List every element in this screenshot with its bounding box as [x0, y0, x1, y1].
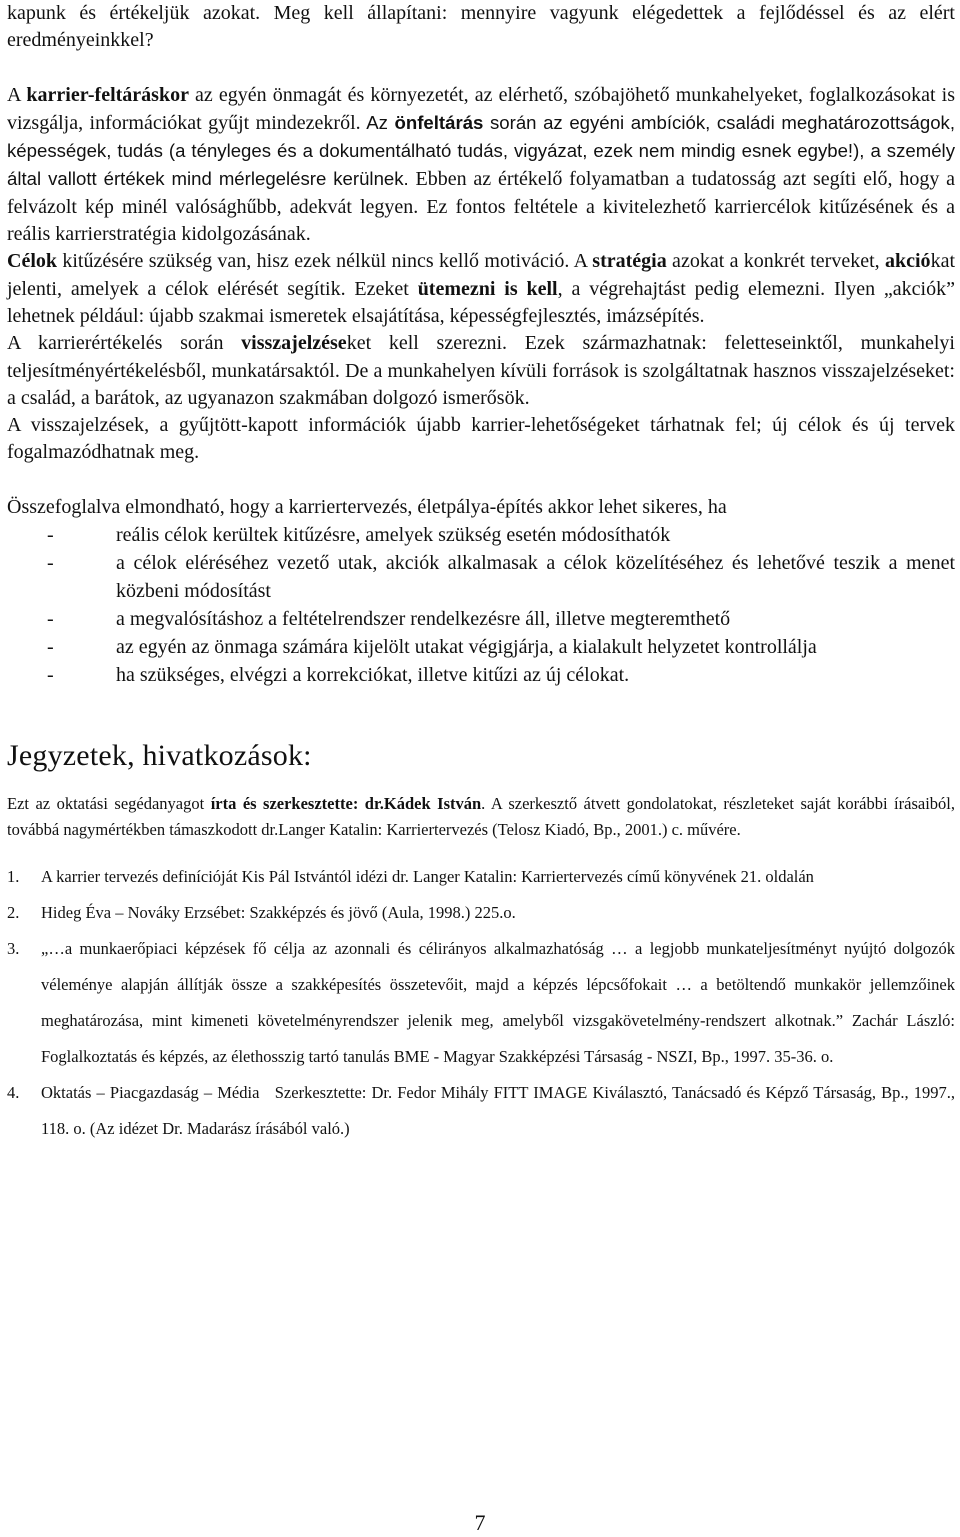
list-dash: -	[47, 608, 54, 631]
text-run: Ebben az értékelő folyamatban a tudatosság azt segíti elő, hogy a felvázolt kép minél valósághűbb, adekvát legyen. Ez fontos feltétele a kivitelezhető karriercélok kitűzésének és a reális karrierstratégia kidolgozásának.	[7, 168, 955, 246]
bold-term: Célok	[7, 250, 57, 273]
note-item	[7, 931, 955, 1075]
list-item-text: a megvalósításhoz a feltételrendszer rendelkezésre áll, illetve megteremthető	[116, 608, 731, 631]
paragraph-goals-strategy	[7, 248, 955, 330]
paragraph-feedback	[7, 412, 955, 467]
text-run: kat jelenti, amelyek a célok elérését segítik. Ezeket	[7, 250, 955, 300]
list-dash: -	[47, 636, 54, 659]
text-run: az egyén önmagát és környezetét, az elérhető, szóbajöhető munkahelyeket, foglalkozásokat is vizsgálja, információkat gyűjt mindezekről.	[7, 83, 955, 134]
text-run: során az egyéni ambíciók, családi meghatározottságok, képességek, tudás (a tényleges és a dokumentálható tudás, vigyázat, ezek nem mindig esnek egybe!), a személy által vallott értékek mind mérlegelésre kerülnek.	[7, 111, 956, 190]
bold-term: akció	[885, 250, 931, 273]
list-item	[7, 605, 955, 633]
text-run: A visszajelzések, a gyűjtött-kapott információk újabb karrier-lehetőségeket tárhatnak fel; új célok és új tervek fogalmazódhatnak meg.	[7, 414, 955, 464]
document-page	[7, 0, 960, 1147]
bold-term: ütemezni is kell	[417, 277, 558, 300]
list-item-text: az egyén az önmaga számára kijelölt utakat végigjárja, a kialakult helyzetet kontrollálja	[116, 636, 817, 659]
bold-term: visszajelzése	[241, 332, 347, 355]
text-run: , a végrehajtást pedig elemezni. Ilyen „akciók” lehetnek például: újabb szakmai ismeretek elsajátítása, képességfejlesztés, imázsépítés.	[7, 277, 955, 327]
text-run: kitűzésére szükség van, hisz ezek nélkül nincs kellő motiváció. A	[57, 250, 593, 273]
paragraph-career-exploration	[7, 82, 955, 249]
paragraph-summary-intro	[7, 494, 955, 521]
summary-list	[7, 521, 955, 689]
notes-list	[7, 859, 960, 1147]
list-dash: -	[47, 524, 54, 547]
text-run: Ezt az oktatási segédanyagot	[7, 794, 211, 814]
text-run: A	[7, 83, 27, 106]
list-dash: -	[47, 552, 54, 575]
note-number: 3.	[7, 939, 20, 959]
page-number: 7	[474, 1510, 486, 1535]
text-run: ket kell szerezni. Ezek származhatnak: feletteseinktől, munkahelyi teljesítményértékelésből, munkatársaktól. De a munkahelyen kívüli források is szolgáltatnak hasznos visszajelzéseket: a család, a barátok, az ugyanazon szakmában dolgozó ismerősök.	[7, 332, 955, 409]
list-dash: -	[47, 664, 54, 687]
bold-term: karrier-feltáráskor	[26, 83, 189, 106]
text-run: A karrierértékelés során	[7, 332, 242, 355]
note-number: 2.	[7, 903, 20, 923]
note-item	[7, 859, 955, 895]
list-item-text: reális célok kerültek kitűzésre, amelyek szükség esetén módosíthatók	[116, 524, 671, 547]
note-number: 1.	[7, 867, 20, 887]
text-run: Összefoglalva elmondható, hogy a karriertervezés, életpálya-építés akkor lehet sikeres, ha	[7, 495, 727, 518]
author-name: Kádek István	[383, 794, 482, 814]
paragraph-career-evaluation	[7, 330, 955, 412]
note-item	[7, 895, 955, 931]
list-item-text: ha szükséges, elvégzi a korrekciókat, illetve kitűzi az új célokat.	[116, 664, 630, 687]
note-item	[7, 1075, 960, 1147]
note-text: „…a munkaerőpiaci képzések fő célja az azonnali és célirányos alkalmazhatóság … a legjobb munkateljesítményt nyújtó dolgozók véleménye alapján állítják össze a szakképesítés összetevőit, majd a képzés lépcsőfokait … a betöltendő munkakör jellemzőinek meghatározása, mint kimeneti követelményrendszer jelenik meg, amelyből vizsgakövetelmény-rendszert alkotnak.” Zachár László: Foglalkoztatás és képzés, az élethosszig tartó tanulás BME - Magyar Szakképzési Társaság - NSZI, Bp., 1997. 35-36. o.	[41, 939, 955, 1067]
notes-heading: Jegyzetek, hivatkozások:	[7, 739, 312, 773]
bold-term: írta és szerkesztette: dr.	[210, 794, 384, 814]
text-run: . A szerkesztő átvett gondolatokat, részleteket saját korábbi írásaiból, továbbá nagymértékben támaszkodott dr.Langer Katalin: Karriertervezés (Telosz Kiadó, Bp., 2001.) c. művére.	[7, 794, 955, 840]
text-run: Az	[360, 111, 395, 133]
list-item	[7, 549, 955, 605]
bold-term: önfeltárás	[394, 111, 484, 133]
list-item	[7, 633, 955, 661]
credit-paragraph	[7, 791, 955, 843]
paragraph-intro-text: kapunk és értékeljük azokat. Meg kell állapítani: mennyire vagyunk elégedettek a fejlődéssel és az elért eredményeinkkel?	[7, 2, 955, 52]
list-item	[7, 521, 955, 549]
list-item	[7, 661, 955, 689]
note-number: 4.	[7, 1083, 20, 1103]
list-item-text: a célok eléréséhez vezető utak, akciók alkalmasak a célok közelítéséhez és lehetővé teszik a menet közbeni módosítást	[116, 552, 955, 603]
paragraph-intro	[7, 0, 955, 55]
text-run: azokat a konkrét terveket,	[666, 250, 885, 273]
note-text: A karrier tervezés definícióját Kis Pál Istvántól idézi dr. Langer Katalin: Karriertervezés című könyvének 21. oldalán	[41, 867, 814, 887]
note-text: Oktatás – Piacgazdaság – Média Szerkesztette: Dr. Fedor Mihály FITT IMAGE Kiválasztó, Tanácsadó és Képző Társaság, Bp., 1997., 118. o. (Az idézet Dr. Madarász írásából való.)	[41, 1083, 960, 1139]
bold-term: stratégia	[592, 250, 667, 273]
note-text: Hideg Éva – Nováky Erzsébet: Szakképzés és jövő (Aula, 1998.) 225.o.	[41, 903, 516, 923]
